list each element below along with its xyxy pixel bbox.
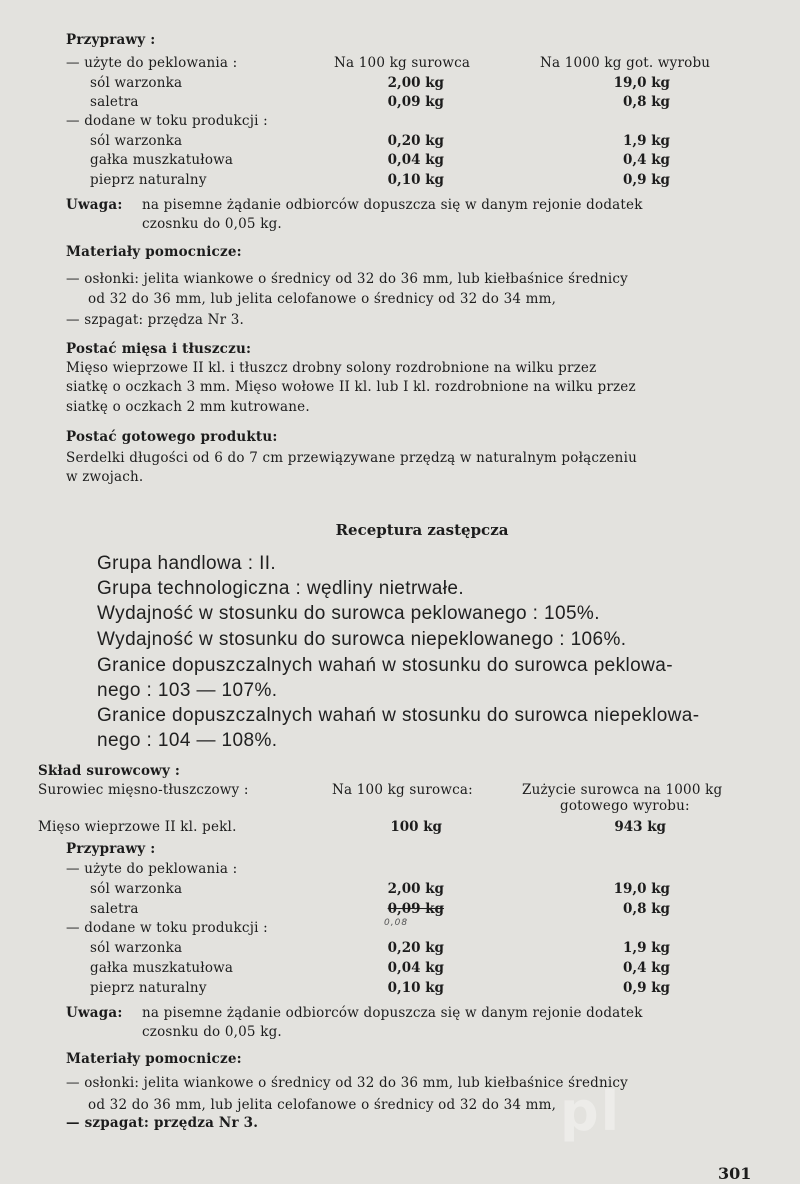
receptura-title: Receptura zastępcza (335, 521, 509, 539)
ingredient-value-1000kg: 0,9 kg (623, 980, 670, 996)
ingredient-value-1000kg: 1,9 kg (623, 133, 670, 149)
postac-miesa-text: Mięso wieprzowe II kl. i tłuszcz drobny solony rozdrobnione na wilku przez (66, 360, 597, 376)
materialy-text: — szpagat: przędza Nr 3. (66, 312, 245, 328)
postac-miesa-text: siatkę o oczkach 2 mm kutrowane. (66, 399, 310, 415)
ingredient-name: pieprz naturalny (90, 980, 207, 996)
mieso-row-name: Mięso wieprzowe II kl. pekl. (38, 819, 237, 835)
materialy-text: — szpagat: przędza Nr 3. (66, 1115, 259, 1131)
uwaga-label: Uwaga: (66, 1005, 123, 1021)
uwaga-label: Uwaga: (66, 197, 123, 213)
ingredient-name: saletra (90, 901, 139, 917)
materialy-text: od 32 do 36 mm, lub jelita celofanowe o średnicy od 32 do 34 mm, (88, 291, 557, 307)
materialy-text: od 32 do 36 mm, lub jelita celofanowe o średnicy od 32 do 34 mm, (88, 1097, 557, 1113)
ingredient-value-1000kg: 0,4 kg (623, 960, 670, 976)
postac-produktu-text: Serdelki długości od 6 do 7 cm przewiązywane przędzą w naturalnym połączeniu (66, 450, 637, 466)
ingredient-value-1000kg: 19,0 kg (613, 881, 670, 897)
added-during-production-header: — dodane w toku produkcji : (66, 113, 268, 129)
ingredient-value-100kg: 0,04 kg (387, 960, 444, 976)
col-per-100kg-header: Na 100 kg surowca: (332, 782, 473, 798)
col-per-100kg-header: Na 100 kg surowca (334, 55, 471, 71)
ingredient-value-100kg-struck: 0,09 kg (387, 901, 444, 917)
postac-miesa-text: siatkę o oczkach 3 mm. Mięso wołowe II kl. lub I kl. rozdrobnione na wilku przez (66, 379, 636, 395)
grupa-handlowa: Grupa handlowa : II. (97, 553, 277, 574)
ingredient-name: sól warzonka (90, 881, 183, 897)
sklad-heading: Skład surowcowy : (38, 763, 181, 779)
ingredient-value-100kg: 2,00 kg (387, 881, 444, 897)
granice-peklowany: Granice dopuszczalnych wahań w stosunku do surowca peklowa- (97, 655, 673, 676)
ingredient-value-1000kg: 0,9 kg (623, 172, 670, 188)
uwaga-text: na pisemne żądanie odbiorców dopuszcza się w danym rejonie dodatek (142, 1005, 643, 1021)
materialy-text: — osłonki: jelita wiankowe o średnicy od 32 do 36 mm, lub kiełbaśnice średnicy (66, 271, 628, 287)
postac-produktu-text: w zwojach. (66, 469, 144, 485)
ingredient-value-1000kg: 19,0 kg (613, 75, 670, 91)
surowiec-header: Surowiec mięsno-tłuszczowy : (38, 782, 249, 798)
ingredient-value-1000kg: 0,8 kg (623, 94, 670, 110)
ingredient-value-100kg: 0,20 kg (387, 133, 444, 149)
przyprawy-heading: Przyprawy : (66, 32, 156, 48)
mieso-value-100kg: 100 kg (390, 819, 442, 835)
ingredient-value-1000kg: 0,4 kg (623, 152, 670, 168)
przyprawy-heading: Przyprawy : (66, 841, 156, 857)
granice-niepeklowany: nego : 104 — 108%. (97, 730, 278, 751)
watermark: pl (560, 1080, 622, 1143)
ingredient-name: gałka muszkatułowa (90, 960, 234, 976)
materialy-text: — osłonki: jelita wiankowe o średnicy od 32 do 36 mm, lub kiełbaśnice średnicy (66, 1075, 628, 1091)
page-number: 301 (718, 1164, 752, 1183)
grupa-technologiczna: Grupa technologiczna : wędliny nietrwałe. (97, 578, 465, 599)
ingredient-value-1000kg: 0,8 kg (623, 901, 670, 917)
ingredient-name: pieprz naturalny (90, 172, 207, 188)
uwaga-text: na pisemne żądanie odbiorców dopuszcza się w danym rejonie dodatek (142, 197, 643, 213)
ingredient-name: sól warzonka (90, 75, 183, 91)
pencil-correction-note: 0,08 (384, 918, 409, 928)
ingredient-value-100kg: 0,20 kg (387, 940, 444, 956)
granice-peklowany: nego : 103 — 107%. (97, 680, 278, 701)
wydajnosc-niepeklowany: Wydajność w stosunku do surowca niepeklowanego : 106%. (97, 629, 627, 650)
materialy-heading: Materiały pomocnicze: (66, 1051, 242, 1067)
ingredient-value-100kg: 0,10 kg (387, 980, 444, 996)
ingredient-value-100kg: 0,04 kg (387, 152, 444, 168)
added-during-production-header: — dodane w toku produkcji : (66, 920, 268, 936)
materialy-heading: Materiały pomocnicze: (66, 244, 242, 260)
wydajnosc-peklowany: Wydajność w stosunku do surowca peklowanego : 105%. (97, 603, 600, 624)
ingredient-name: sól warzonka (90, 133, 183, 149)
used-for-curing-header: — użyte do peklowania : (66, 55, 238, 71)
mieso-value-1000kg: 943 kg (614, 819, 666, 835)
ingredient-name: saletra (90, 94, 139, 110)
col-per-1000kg-header: gotowego wyrobu: (560, 798, 690, 814)
postac-produktu-heading: Postać gotowego produktu: (66, 429, 278, 445)
ingredient-name: sól warzonka (90, 940, 183, 956)
ingredient-value-1000kg: 1,9 kg (623, 940, 670, 956)
postac-miesa-heading: Postać mięsa i tłuszczu: (66, 341, 252, 357)
col-per-1000kg-header: Zużycie surowca na 1000 kg (522, 782, 723, 798)
ingredient-value-100kg: 2,00 kg (387, 75, 444, 91)
ingredient-name: gałka muszkatułowa (90, 152, 234, 168)
granice-niepeklowany: Granice dopuszczalnych wahań w stosunku do surowca niepeklowa- (97, 705, 700, 726)
uwaga-text: czosnku do 0,05 kg. (142, 1024, 282, 1040)
used-for-curing-header: — użyte do peklowania : (66, 861, 238, 877)
ingredient-value-100kg: 0,09 kg (387, 94, 444, 110)
ingredient-value-100kg: 0,10 kg (387, 172, 444, 188)
uwaga-text: czosnku do 0,05 kg. (142, 216, 282, 232)
col-per-1000kg-header: Na 1000 kg got. wyrobu (540, 55, 711, 71)
